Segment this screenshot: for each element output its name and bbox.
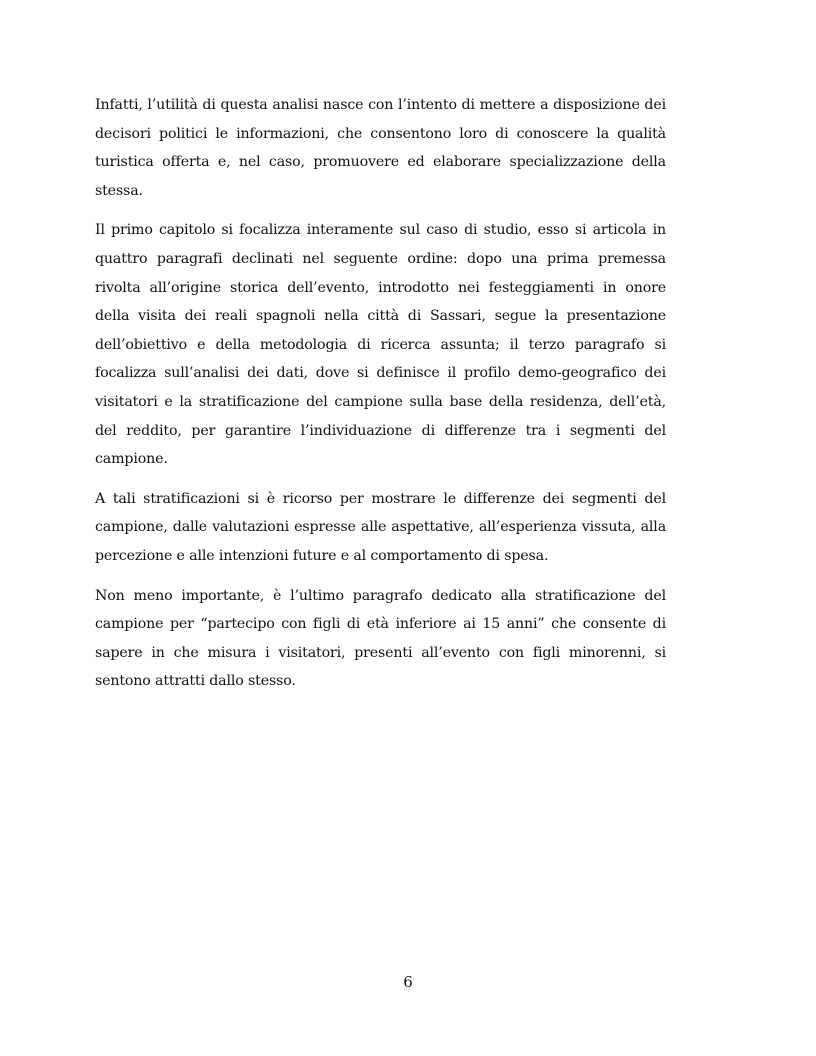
paragraph-intro: Infatti, l’utilità di questa analisi nasce con l’intento di mettere a disposizione dei decisori politici le informazioni, che consentono loro di conoscere la qualità turistica offerta e, nel caso, promuovere ed elaborare specializzazione della stessa. bbox=[95, 97, 666, 199]
document-body bbox=[95, 91, 666, 707]
paragraph-last-section: Non meno importante, è l’ultimo paragrafo dedicato alla stratificazione del campione per “partecipo con figli di età inferiore ai 15 anni” che consente di sapere in che misura i visitatori, presenti all’evento con figli minorenni, si sentono attratti dallo stesso. bbox=[95, 587, 666, 690]
page-number: 6 bbox=[403, 973, 413, 991]
paragraph-first-chapter: Il primo capitolo si focalizza interamente sul caso di studio, esso si articola in quattro paragrafi declinati nel seguente ordine: dopo una prima premessa rivolta all’origine storica dell’evento, introdotto nei festeggiamenti in onore della visita dei reali spagnoli nella città di Sassari, segue la presentazione dell’obiettivo e della metodologia di ricerca assunta; il terzo paragrafo si focalizza sull’analisi dei dati, dove si definisce il profilo demo-geografico dei visitatori e la stratificazione del campione sulla base della residenza, dell’età, del reddito, per garantire l’individuazione di differenze tra i segmenti del campione. bbox=[95, 222, 666, 468]
paragraph-stratifications: A tali stratificazioni si è ricorso per mostrare le differenze dei segmenti del campione, dalle valutazioni espresse alle aspettative, all’esperienza vissuta, alla percezione e alle intenzioni future e al comportamento di spesa. bbox=[95, 490, 666, 564]
